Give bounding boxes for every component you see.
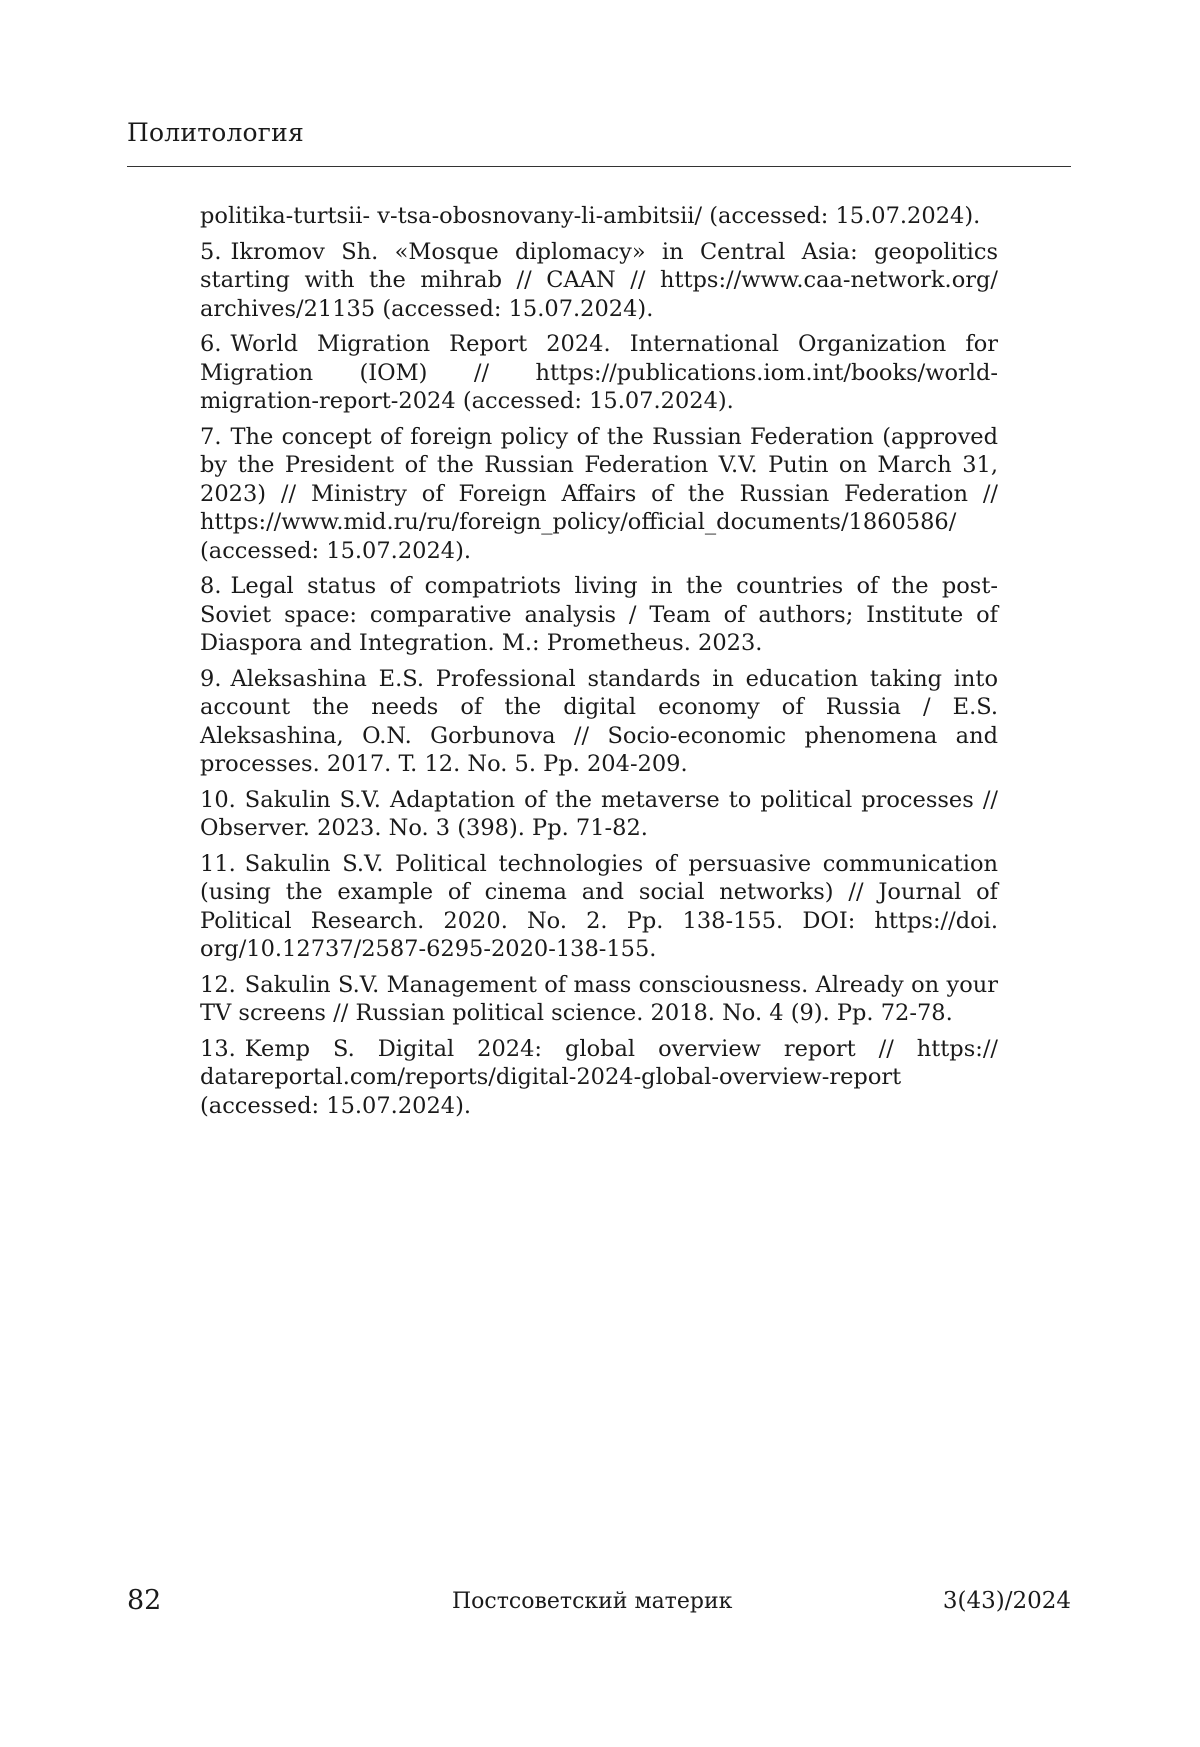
reference-number: 9. xyxy=(200,665,222,692)
reference-number: 6. xyxy=(200,331,222,357)
reference-number: 10. xyxy=(200,786,236,813)
reference-item xyxy=(200,330,998,416)
reference-item xyxy=(200,572,998,658)
reference-number: 12. xyxy=(200,971,236,998)
reference-text: World Migration Report 2024. International Organization for Migration (IOM) // https://publications.iom.int/books/world-migration-report-2024 (accessed: 15.07.2024). xyxy=(200,331,998,414)
reference-text: Ikromov Sh. «Mosque diplomacy» in Central Asia: geopolitics starting with the mihrab // CAAN // https://www.caa-network.org/ archives/21135 (accessed: 15.07.2024). xyxy=(200,238,998,322)
reference-text: Legal status of compatriots living in the countries of the post-Soviet space: comparative analysis / Team of authors; Institute of Diaspora and Integration. M.: Prometheus. 2023. xyxy=(200,573,998,656)
reference-text: politika-turtsii- v-tsa-obosnovany-li-ambitsii/ (accessed: 15.07.2024). xyxy=(200,203,981,229)
reference-item xyxy=(200,786,998,843)
issue-number: 3(43)/2024 xyxy=(942,1588,1071,1614)
reference-item xyxy=(200,850,998,964)
reference-text: Aleksashina E.S. Professional standards in education taking into account the needs of the digital economy of Russia / E.S. Aleksashina, O.N. Gorbunova // Socio-economic phenomena and processes. 2017. T. 12. No. 5. Pp. 204-209. xyxy=(200,665,998,777)
page-number: 82 xyxy=(127,1585,162,1616)
reference-list xyxy=(200,202,998,1127)
reference-item xyxy=(200,238,998,324)
reference-number: 13. xyxy=(200,1035,236,1062)
reference-text: Sakulin S.V. Management of mass consciousness. Already on your TV screens // Russian political science. 2018. No. 4 (9). Pp. 72-78. xyxy=(200,971,998,1026)
journal-name: Постсоветский материк xyxy=(452,1589,733,1614)
reference-item xyxy=(200,1035,998,1121)
reference-number: 5. xyxy=(200,238,222,265)
reference-item xyxy=(200,971,998,1028)
reference-text: The concept of foreign policy of the Russian Federation (approved by the President of the Russian Federation V.V. Putin on March 31, 2023) // Ministry of Foreign Affairs of the Russian Federation // https://www.mid.ru/ru/foreign_policy/official_documents/1860586/ (accessed: 15.07.2024). xyxy=(200,423,998,564)
reference-number: 8. xyxy=(200,573,222,599)
header-divider xyxy=(127,166,1071,167)
reference-item xyxy=(200,665,998,779)
reference-item xyxy=(200,202,998,231)
reference-number: 7. xyxy=(200,423,222,450)
reference-text: Kemp S. Digital 2024: global overview report // https:// datareportal.com/reports/digital-2024-global-overview-report (accessed: 15.07.2024). xyxy=(200,1035,998,1119)
page-footer xyxy=(127,1585,1071,1617)
running-head-section-title: Политология xyxy=(127,118,304,147)
reference-text: Sakulin S.V. Adaptation of the metaverse to political processes // Observer. 2023. No. 3 (398). Pp. 71-82. xyxy=(200,786,998,841)
reference-item xyxy=(200,423,998,566)
reference-number: 11. xyxy=(200,850,236,877)
reference-text: Sakulin S.V. Political technologies of persuasive communication (using the example of cinema and social networks) // Journal of Political Research. 2020. No. 2. Pp. 138-155. DOI: https://doi. org/10.12737/2587-6295-2020-138-155. xyxy=(200,850,998,962)
